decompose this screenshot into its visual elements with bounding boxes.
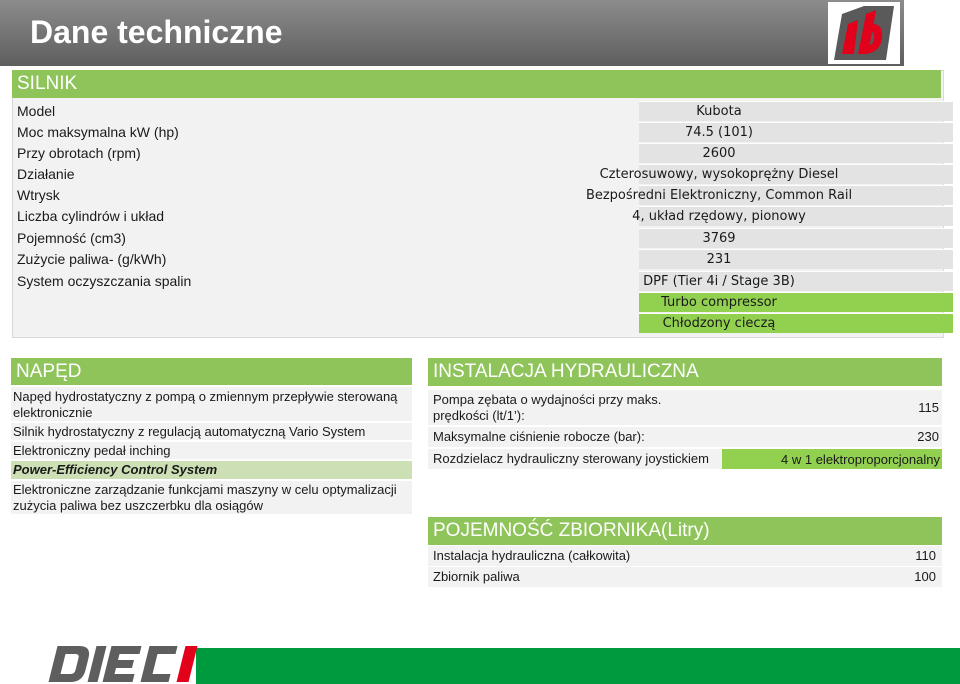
page-header <box>0 0 960 66</box>
spec-value-cell <box>639 313 953 333</box>
spec-row-turbo <box>12 292 942 312</box>
spec-label: Liczba cylindrów i układ <box>17 208 165 224</box>
spec-value: Bezpośredni Elektroniczny, Common Rail <box>585 188 853 203</box>
spec-value: 3769 <box>702 231 736 246</box>
spec-row-rpm <box>12 143 942 163</box>
naped-item: Napęd hydrostatyczny z pompą o zmiennym przepływie sterowaną elektronicznie <box>11 387 412 422</box>
spec-value: Chłodzony cieczą <box>662 316 776 331</box>
spec-value-cell <box>639 143 953 163</box>
naped-item-highlight: Power-Efficiency Control System <box>11 461 412 480</box>
spec-value: 4, układ rzędowy, pionowy <box>632 209 806 224</box>
instalacja-row-pump <box>428 390 942 426</box>
pojemnosc-value: 110 <box>915 548 936 563</box>
header-right-strip <box>904 0 960 66</box>
spec-value: DPF (Tier 4i / Stage 3B) <box>643 274 795 289</box>
dieci-wordmark-logo <box>46 644 204 684</box>
instalacja-label: Pompa zębata o wydajności przy maks. prędkości (lt/1’): <box>433 392 662 423</box>
instalacja-value: 4 w 1 elektroproporcjonalny <box>722 449 942 469</box>
pojemnosc-row-hydraulic <box>428 546 942 567</box>
spec-row-operation <box>12 164 942 184</box>
spec-value-cell <box>639 228 953 248</box>
instalacja-section-title: INSTALACJA HYDRAULICZNA <box>428 358 942 386</box>
instalacja-row-pressure <box>428 427 942 448</box>
spec-value: 74.5 (101) <box>684 125 754 140</box>
spec-value-cell <box>632 206 953 226</box>
spec-value-cell <box>585 185 953 205</box>
spec-row-exhaust <box>12 271 942 291</box>
instalacja-value: 115 <box>918 400 939 415</box>
spec-value-cell <box>639 271 953 291</box>
spec-row-cylinders <box>12 206 942 226</box>
footer-green-bar <box>196 648 960 684</box>
spec-value: 2600 <box>702 146 736 161</box>
naped-item: Elektroniczny pedał inching <box>11 442 412 460</box>
naped-section-title: NAPĘD <box>11 358 412 385</box>
spec-label: Moc maksymalna kW (hp) <box>17 124 179 140</box>
instalacja-label: Maksymalne ciśnienie robocze (bar): <box>433 429 645 444</box>
pojemnosc-row-fuel <box>428 567 942 588</box>
spec-row-cooling <box>12 313 942 333</box>
spec-label: Pojemność (cm3) <box>17 230 126 246</box>
pojemnosc-section-title: POJEMNOŚĆ ZBIORNIKA(Litry) <box>428 517 942 545</box>
spec-value: Czterosuwowy, wysokoprężny Diesel <box>599 167 839 182</box>
spec-row-displacement <box>12 228 942 248</box>
spec-value-cell <box>639 122 953 142</box>
spec-label: Przy obrotach (rpm) <box>17 145 141 161</box>
spec-label: System oczyszczania spalin <box>17 273 192 289</box>
spec-label: Wtrysk <box>17 187 60 203</box>
spec-value-cell <box>639 249 953 269</box>
spec-value-cell <box>639 101 953 121</box>
silnik-section-title: SILNIK <box>12 70 941 98</box>
pojemnosc-value: 100 <box>914 569 936 584</box>
naped-item: Silnik hydrostatyczny z regulacją automatyczną Vario System <box>11 423 412 441</box>
spec-row-injection <box>12 185 942 205</box>
dieci-d-logo-icon <box>828 2 900 64</box>
spec-label: Działanie <box>17 166 75 182</box>
page-title: Dane techniczne <box>30 14 283 50</box>
spec-value: Turbo compressor <box>661 295 777 310</box>
instalacja-label: Rozdzielacz hydrauliczny sterowany joystickiem <box>433 451 709 466</box>
spec-value-cell <box>599 164 953 184</box>
spec-row-model <box>12 101 942 121</box>
spec-label: Model <box>17 103 56 119</box>
spec-row-power <box>12 122 942 142</box>
spec-value-cell <box>639 292 953 312</box>
pojemnosc-label: Instalacja hydrauliczna (całkowita) <box>433 548 631 563</box>
instalacja-row-valve <box>428 449 942 470</box>
spec-label: Zużycie paliwa- (g/kWh) <box>17 251 167 267</box>
naped-item: Elektroniczne zarządzanie funkcjami maszyny w celu optymalizacji zużycia paliwa bez uszczerbku dla osiągów <box>11 481 412 515</box>
spec-value: 231 <box>706 252 732 267</box>
spec-row-fuel-consumption <box>12 249 942 269</box>
spec-value: Kubota <box>696 104 742 119</box>
instalacja-value: 230 <box>917 429 939 444</box>
pojemnosc-label: Zbiornik paliwa <box>433 569 520 584</box>
